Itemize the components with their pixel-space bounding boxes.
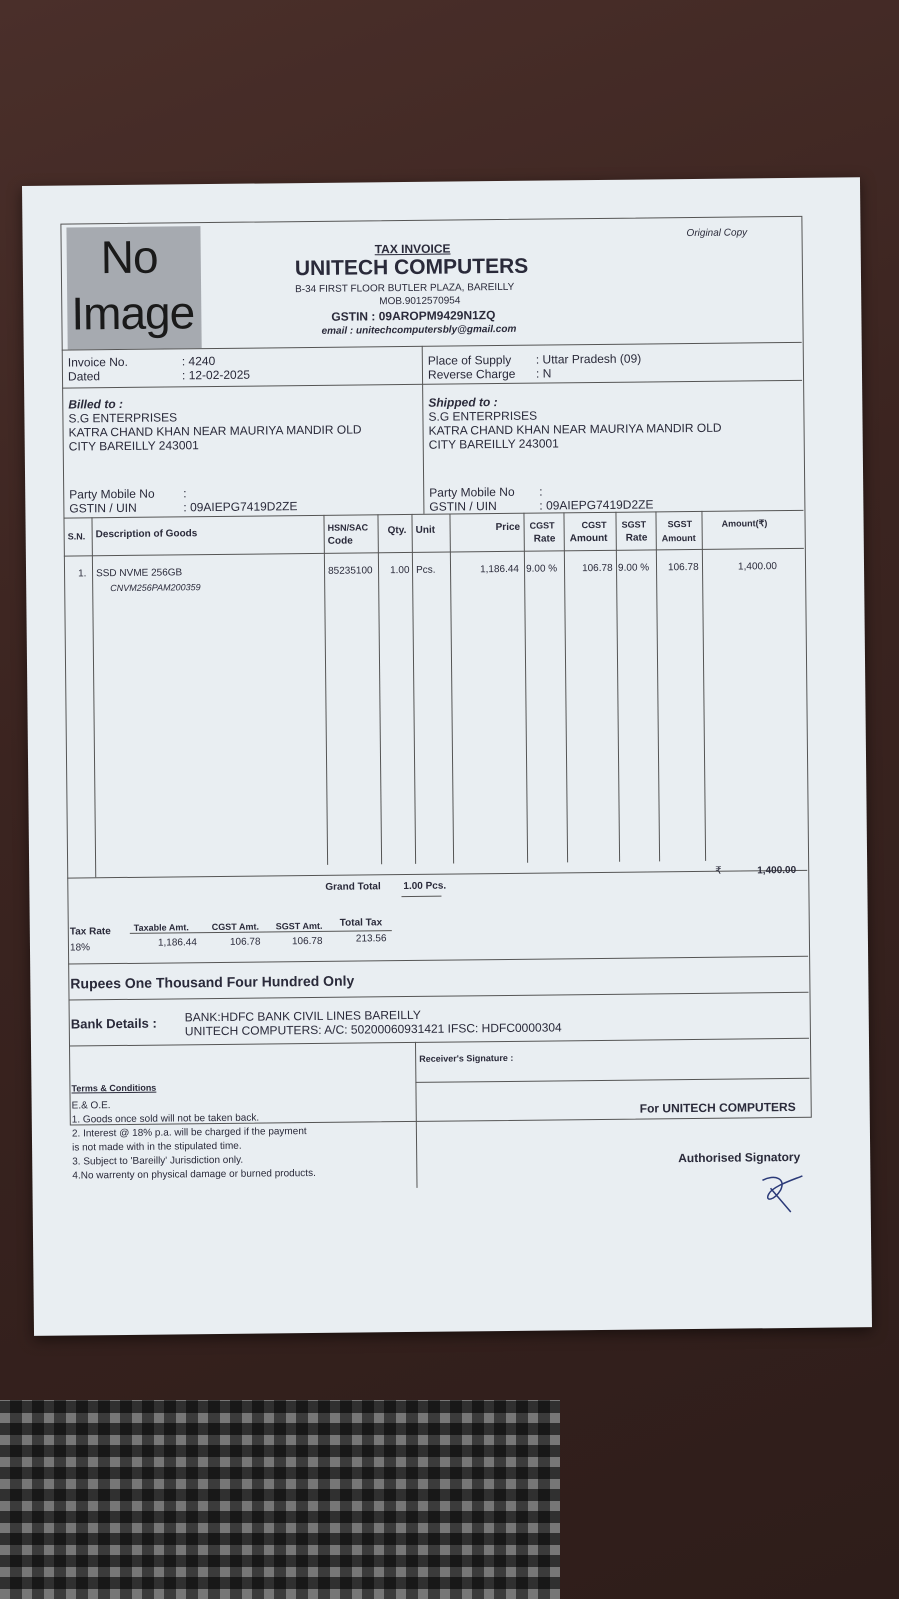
bank-label: Bank Details : [70,1015,157,1032]
item-serial: CNVM256PAM200359 [110,582,201,594]
col-unit: Unit [415,524,436,536]
item-desc: SSD NVME 256GB [96,567,183,580]
col-hsn-1: HSN/SAC [327,522,369,533]
col-cgst-rate-2: Rate [533,533,556,545]
terms-4: 4.No warrenty on physical damage or burned products. [72,1167,316,1182]
company-gstin: GSTIN : 09AROPM9429N1ZQ [331,308,496,324]
shipped-addr2: CITY BAREILLY 243001 [428,436,559,452]
col-hsn-2: Code [327,535,353,547]
company-name: UNITECH COMPUTERS [294,254,529,281]
item-unit: Pcs. [415,564,436,576]
col-amount: Amount(₹) [721,518,768,529]
checkered-cloth [0,1400,560,1599]
item-sgst-amount: 106.78 [667,561,699,574]
terms-3: 3. Subject to 'Bareilly' Jurisdiction only. [72,1154,244,1168]
reverse-value: : N [535,366,552,381]
billed-mobile-value: : [183,486,187,501]
col-desc: Description of Goods [95,528,198,541]
logo-placeholder [66,226,201,349]
invoice-date-value: : 12-02-2025 [181,367,251,383]
company-email: email : unitechcomputersbly@gmail.com [321,323,517,337]
company-address: B-34 FIRST FLOOR BUTLER PLAZA, BAREILLY [295,281,515,296]
total-tax-label: Total Tax [339,917,383,929]
billed-gstin-label: GSTIN / UIN [69,500,137,516]
item-amount: 1,400.00 [737,561,778,573]
shipped-gstin-value: : 09AIEPG7419D2ZE [539,497,654,513]
col-qty: Qty. [387,524,407,537]
bank-line2: UNITECH COMPUTERS: A/C: 50200060931421 IFSC: HDFC0000304 [184,1020,562,1039]
col-sgst-rate-1: SGST [621,519,647,530]
col-sgst-amt-1: SGST [667,519,693,530]
doc-title: TAX INVOICE [374,241,451,257]
reverse-label: Reverse Charge [427,366,516,382]
handwritten-signature [752,1168,813,1219]
logo-line2: Image [71,286,195,340]
shipped-gstin-label: GSTIN / UIN [429,499,497,514]
col-price: Price [495,521,521,534]
total-tax-value: 213.56 [355,933,387,945]
col-cgst-amt-2: Amount [569,532,608,545]
shipped-mobile-label: Party Mobile No [429,484,515,500]
invoice-date-label: Dated [67,369,101,384]
item-cgst-amount: 106.78 [581,562,613,575]
grand-total-label: Grand Total [325,881,381,893]
cgst-amt-label: CGST Amt. [211,921,259,933]
tax-rate-value: 18% [69,942,91,954]
logo-line1: No [100,230,158,284]
supply-value: : Uttar Pradesh (09) [535,351,642,367]
col-cgst-amt-1: CGST [581,519,607,531]
shipped-heading: Shipped to : [428,395,498,410]
item-sn: 1. [78,568,87,580]
terms-eoe: E.& O.E. [71,1100,111,1112]
terms-heading: Terms & Conditions [71,1082,157,1094]
receiver-signature-label: Receiver's Signature : [419,1052,514,1064]
currency-symbol: ₹ [715,865,722,877]
col-sgst-rate-2: Rate [625,532,648,544]
company-mobile: MOB.9012570954 [379,295,461,308]
bank-line1: BANK:HDFC BANK CIVIL LINES BAREILLY [184,1007,421,1025]
billed-addr1: KATRA CHAND KHAN NEAR MAURIYA MANDIR OLD [68,422,362,440]
authorised-signatory: Authorised Signatory [678,1149,801,1166]
billed-name: S.G ENTERPRISES [68,410,178,426]
item-sgst-rate: 9.00 % [617,562,650,574]
shipped-mobile-value: : [539,484,543,499]
col-cgst-rate-1: CGST [529,520,555,531]
col-sn: S.N. [67,531,86,542]
item-price: 1,186.44 [479,563,520,576]
supply-label: Place of Supply [427,352,512,368]
taxable-amt-value: 1,186.44 [157,937,197,949]
invoice-no-label: Invoice No. [67,354,128,370]
billed-mobile-label: Party Mobile No [69,486,155,502]
grand-total-amount: 1,400.00 [757,864,797,877]
grand-total-qty: 1.00 Pcs. [403,880,447,893]
copy-label: Original Copy [686,227,748,240]
cgst-amt-value: 106.78 [229,936,261,948]
tax-rate-label: Tax Rate [69,926,111,938]
item-qty: 1.00 [389,564,410,577]
invoice-paper [22,177,872,1336]
col-sgst-amt-2: Amount [661,532,696,544]
for-company: For UNITECH COMPUTERS [639,1099,796,1116]
terms-2a: 2. Interest @ 18% p.a. will be charged if the payment [71,1126,307,1140]
shipped-name: S.G ENTERPRISES [428,408,538,424]
shipped-addr1: KATRA CHAND KHAN NEAR MAURIYA MANDIR OLD [428,420,722,438]
sgst-amt-label: SGST Amt. [275,920,323,932]
item-cgst-rate: 9.00 % [525,563,558,575]
sgst-amt-value: 106.78 [291,935,323,948]
invoice-no-value: : 4240 [181,353,216,369]
amount-in-words: Rupees One Thousand Four Hundred Only [70,972,355,992]
item-hsn: 85235100 [327,565,373,577]
billed-heading: Billed to : [68,396,124,412]
taxable-amt-label: Taxable Amt. [133,922,189,933]
billed-gstin-value: : 09AIEPG7419D2ZE [183,499,298,515]
terms-1: 1. Goods once sold will not be taken back. [71,1112,260,1126]
billed-addr2: CITY BAREILLY 243001 [68,438,199,454]
terms-2b: is not made with in the stipulated time. [72,1140,242,1154]
